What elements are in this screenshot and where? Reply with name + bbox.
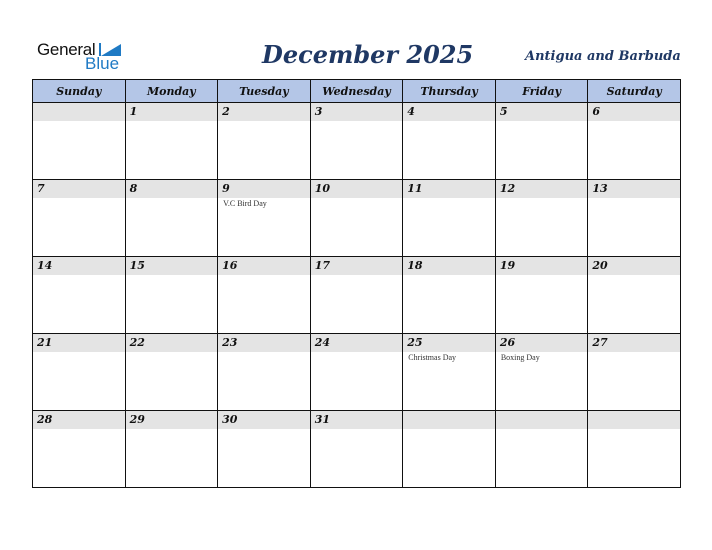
day-cell bbox=[218, 180, 311, 257]
day-cell bbox=[495, 257, 588, 334]
calendar-grid bbox=[32, 79, 681, 488]
day-cell bbox=[495, 103, 588, 180]
day-number: 15 bbox=[126, 257, 218, 275]
day-cell bbox=[125, 411, 218, 488]
day-cell bbox=[218, 411, 311, 488]
day-cell bbox=[33, 411, 126, 488]
day-number: 31 bbox=[311, 411, 403, 429]
day-number: 9 bbox=[218, 180, 310, 198]
weekday-header-thursday: Thursday bbox=[403, 80, 496, 103]
day-number: 30 bbox=[218, 411, 310, 429]
day-number: 28 bbox=[33, 411, 125, 429]
logo-text-blue: Blue bbox=[85, 54, 120, 73]
day-cell bbox=[33, 180, 126, 257]
day-number: 1 bbox=[126, 103, 218, 121]
day-number: 10 bbox=[311, 180, 403, 198]
day-number: 21 bbox=[33, 334, 125, 352]
day-number: 2 bbox=[218, 103, 310, 121]
day-cell bbox=[495, 180, 588, 257]
day-cell bbox=[33, 257, 126, 334]
day-number: 26 bbox=[496, 334, 588, 352]
day-number bbox=[496, 411, 588, 429]
day-cell bbox=[310, 411, 403, 488]
day-cell bbox=[403, 334, 496, 411]
holiday-label: Boxing Day bbox=[500, 353, 540, 362]
day-number bbox=[403, 411, 495, 429]
day-cell bbox=[403, 411, 496, 488]
day-cell bbox=[588, 334, 681, 411]
day-cell bbox=[218, 103, 311, 180]
weekday-header-saturday: Saturday bbox=[588, 80, 681, 103]
day-number: 24 bbox=[311, 334, 403, 352]
day-number: 18 bbox=[403, 257, 495, 275]
day-number: 19 bbox=[496, 257, 588, 275]
day-number: 5 bbox=[496, 103, 588, 121]
day-cell bbox=[33, 334, 126, 411]
day-cell bbox=[310, 257, 403, 334]
day-cell bbox=[588, 411, 681, 488]
week-row bbox=[33, 334, 681, 411]
weekday-header-friday: Friday bbox=[495, 80, 588, 103]
day-number: 20 bbox=[588, 257, 680, 275]
country-name: Antigua and Barbuda bbox=[525, 49, 681, 64]
day-number: 7 bbox=[33, 180, 125, 198]
day-number: 25 bbox=[403, 334, 495, 352]
weekday-header-wednesday: Wednesday bbox=[310, 80, 403, 103]
week-row bbox=[33, 411, 681, 488]
day-cell bbox=[403, 180, 496, 257]
day-cell bbox=[125, 257, 218, 334]
day-cell bbox=[310, 334, 403, 411]
general-blue-logo bbox=[37, 40, 127, 74]
week-row bbox=[33, 257, 681, 334]
logo-text-general: General bbox=[37, 40, 96, 59]
day-cell bbox=[310, 180, 403, 257]
day-cell bbox=[403, 103, 496, 180]
day-cell bbox=[218, 257, 311, 334]
holiday-label: V.C Bird Day bbox=[223, 199, 267, 208]
day-cell bbox=[33, 103, 126, 180]
day-cell bbox=[310, 103, 403, 180]
day-cell bbox=[125, 180, 218, 257]
weekday-header-row bbox=[33, 80, 681, 103]
day-number: 13 bbox=[588, 180, 680, 198]
day-number: 11 bbox=[403, 180, 495, 198]
day-number: 23 bbox=[218, 334, 310, 352]
day-number: 8 bbox=[126, 180, 218, 198]
weekday-header-sunday: Sunday bbox=[33, 80, 126, 103]
day-number: 12 bbox=[496, 180, 588, 198]
week-row bbox=[33, 103, 681, 180]
day-cell bbox=[588, 103, 681, 180]
day-number: 27 bbox=[588, 334, 680, 352]
day-cell bbox=[495, 411, 588, 488]
day-number bbox=[33, 103, 125, 121]
day-number: 3 bbox=[311, 103, 403, 121]
day-cell bbox=[588, 180, 681, 257]
day-number: 16 bbox=[218, 257, 310, 275]
day-cell bbox=[218, 334, 311, 411]
day-number: 14 bbox=[33, 257, 125, 275]
week-row bbox=[33, 180, 681, 257]
day-number: 4 bbox=[403, 103, 495, 121]
day-number bbox=[588, 411, 680, 429]
weekday-header-tuesday: Tuesday bbox=[218, 80, 311, 103]
day-cell bbox=[403, 257, 496, 334]
weekday-header-monday: Monday bbox=[125, 80, 218, 103]
day-number: 22 bbox=[126, 334, 218, 352]
day-cell bbox=[125, 103, 218, 180]
day-number: 6 bbox=[588, 103, 680, 121]
day-number: 29 bbox=[126, 411, 218, 429]
day-cell bbox=[495, 334, 588, 411]
holiday-label: Christmas Day bbox=[408, 353, 457, 362]
day-cell bbox=[125, 334, 218, 411]
day-cell bbox=[588, 257, 681, 334]
day-number: 17 bbox=[311, 257, 403, 275]
calendar-title: December 2025 bbox=[262, 40, 474, 69]
